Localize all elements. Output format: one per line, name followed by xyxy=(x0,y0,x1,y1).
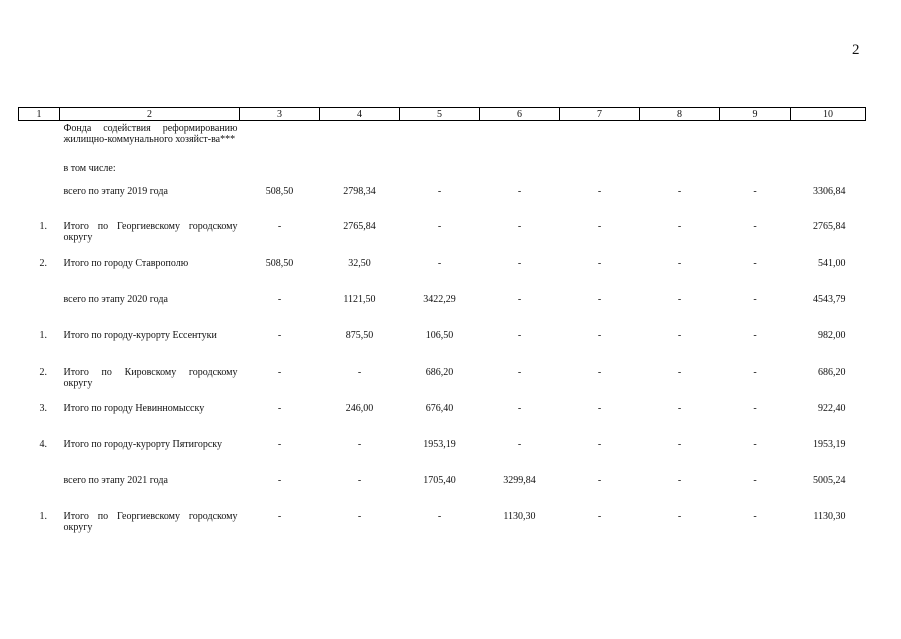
value-cell: - xyxy=(677,438,682,450)
row-name-cell: Итого по городу Ставрополю xyxy=(63,257,189,269)
value-cell xyxy=(400,158,480,181)
total-cell: 922,40 xyxy=(818,402,846,414)
value-cell: - xyxy=(597,220,602,232)
row-index-cell xyxy=(19,158,60,181)
total-cell: 541,00 xyxy=(818,257,846,269)
value-cell: 3422,29 xyxy=(423,293,456,305)
row-name-cell: Итого по Георгиевскому городскому округу xyxy=(63,510,238,533)
value-cell: 246,00 xyxy=(345,402,374,414)
value-cell xyxy=(720,158,791,181)
value-cell xyxy=(640,121,720,158)
value-cell: 676,40 xyxy=(425,402,454,414)
value-cell: - xyxy=(597,185,602,197)
total-cell: 5005,24 xyxy=(813,474,846,486)
value-cell: - xyxy=(597,510,602,522)
value-cell xyxy=(400,121,480,158)
value-cell: - xyxy=(677,185,682,197)
column-header-10: 10 xyxy=(791,108,866,121)
table-body xyxy=(19,121,866,536)
total-cell: 1130,30 xyxy=(813,510,846,522)
row-index-cell: 2. xyxy=(39,366,47,378)
value-cell: - xyxy=(753,474,757,486)
value-cell: - xyxy=(357,366,362,378)
total-cell: 3306,84 xyxy=(813,185,846,197)
value-cell: - xyxy=(677,402,682,414)
value-cell: - xyxy=(517,220,522,232)
value-cell: - xyxy=(277,220,282,232)
data-table-container xyxy=(18,107,865,536)
value-cell: 3299,84 xyxy=(503,474,536,486)
value-cell: - xyxy=(597,329,602,341)
table-row xyxy=(19,253,866,289)
value-cell xyxy=(560,121,640,158)
row-index-cell: 3. xyxy=(39,402,47,414)
table-row xyxy=(19,216,866,253)
row-name-cell: Итого по Георгиевскому городскому округу xyxy=(63,220,238,243)
value-cell: - xyxy=(437,185,442,197)
value-cell: - xyxy=(597,438,602,450)
row-name-cell: Итого по городу Невинномысску xyxy=(63,402,205,414)
value-cell: - xyxy=(517,185,522,197)
value-cell: - xyxy=(517,438,522,450)
value-cell: - xyxy=(677,366,682,378)
table-row xyxy=(19,362,866,398)
table-row xyxy=(19,506,866,536)
value-cell: - xyxy=(597,402,602,414)
value-cell: - xyxy=(753,185,757,197)
value-cell: - xyxy=(753,220,757,232)
value-cell: - xyxy=(357,474,362,486)
value-cell: 1130,30 xyxy=(503,510,536,522)
value-cell xyxy=(480,158,560,181)
value-cell xyxy=(240,121,320,158)
value-cell: - xyxy=(677,257,682,269)
table-row xyxy=(19,470,866,506)
total-cell xyxy=(791,121,866,158)
row-name-cell: всего по этапу 2019 года xyxy=(63,185,168,197)
value-cell: - xyxy=(753,329,757,341)
column-header-2: 2 xyxy=(60,108,240,121)
data-table xyxy=(18,107,866,536)
value-cell: - xyxy=(277,366,282,378)
total-cell: 2765,84 xyxy=(813,220,846,232)
row-index-cell: 4. xyxy=(39,438,47,450)
value-cell: - xyxy=(753,510,757,522)
value-cell xyxy=(240,158,320,181)
row-name-cell: всего по этапу 2021 года xyxy=(63,474,168,486)
row-index-cell: 1. xyxy=(39,510,47,522)
value-cell: - xyxy=(437,510,442,522)
row-index-cell xyxy=(19,289,60,325)
value-cell: - xyxy=(677,220,682,232)
value-cell: - xyxy=(277,402,282,414)
value-cell: - xyxy=(277,510,282,522)
value-cell: 508,50 xyxy=(265,185,294,197)
value-cell: - xyxy=(753,402,757,414)
value-cell: - xyxy=(517,293,522,305)
value-cell: - xyxy=(517,402,522,414)
value-cell: - xyxy=(437,257,442,269)
value-cell: - xyxy=(277,438,282,450)
value-cell: - xyxy=(277,293,282,305)
value-cell: - xyxy=(277,329,282,341)
row-index-cell: 2. xyxy=(39,257,47,269)
row-name-cell: Итого по городу-курорту Пятигорску xyxy=(63,438,223,450)
value-cell: - xyxy=(357,438,362,450)
value-cell: - xyxy=(677,293,682,305)
row-index-cell xyxy=(19,470,60,506)
value-cell: - xyxy=(277,474,282,486)
value-cell xyxy=(320,121,400,158)
table-row xyxy=(19,121,866,158)
value-cell: - xyxy=(677,474,682,486)
row-name-cell: всего по этапу 2020 года xyxy=(63,293,168,305)
row-name-cell: Фонда содействия реформированию жилищно-коммунального хозяйст-ва*** xyxy=(63,123,238,145)
value-cell: - xyxy=(357,510,362,522)
value-cell xyxy=(320,158,400,181)
table-row xyxy=(19,325,866,362)
row-name-cell: Итого по Кировскому городскому округу xyxy=(63,366,238,389)
table-row xyxy=(19,434,866,470)
value-cell: - xyxy=(753,438,757,450)
value-cell: 1953,19 xyxy=(423,438,456,450)
value-cell: - xyxy=(597,257,602,269)
row-index-cell: 1. xyxy=(39,329,47,341)
total-cell: 982,00 xyxy=(818,329,846,341)
value-cell: - xyxy=(597,293,602,305)
value-cell: 686,20 xyxy=(425,366,454,378)
value-cell: - xyxy=(753,366,757,378)
value-cell: 1121,50 xyxy=(343,293,376,305)
value-cell: 106,50 xyxy=(425,329,454,341)
value-cell: 1705,40 xyxy=(423,474,456,486)
row-index-cell xyxy=(19,181,60,216)
total-cell: 1953,19 xyxy=(813,438,846,450)
table-row xyxy=(19,181,866,216)
column-header-3: 3 xyxy=(240,108,320,121)
value-cell: - xyxy=(753,257,757,269)
value-cell xyxy=(560,158,640,181)
table-header-row xyxy=(19,108,866,121)
page-number: 2 xyxy=(852,42,860,58)
column-header-4: 4 xyxy=(320,108,400,121)
total-cell: 4543,79 xyxy=(813,293,846,305)
value-cell: - xyxy=(597,474,602,486)
table-row xyxy=(19,158,866,181)
table-row xyxy=(19,289,866,325)
value-cell xyxy=(720,121,791,158)
column-header-5: 5 xyxy=(400,108,480,121)
value-cell: - xyxy=(753,293,757,305)
value-cell: 2765,84 xyxy=(343,220,376,232)
row-name-cell: в том числе: xyxy=(63,162,116,174)
value-cell: - xyxy=(437,220,442,232)
value-cell: - xyxy=(517,257,522,269)
value-cell: - xyxy=(597,366,602,378)
column-header-6: 6 xyxy=(480,108,560,121)
value-cell: - xyxy=(677,329,682,341)
value-cell xyxy=(480,121,560,158)
column-header-1: 1 xyxy=(19,108,60,121)
value-cell: - xyxy=(677,510,682,522)
value-cell xyxy=(640,158,720,181)
row-index-cell: 1. xyxy=(39,220,47,232)
column-header-7: 7 xyxy=(560,108,640,121)
total-cell xyxy=(791,158,866,181)
value-cell: 32,50 xyxy=(348,257,371,269)
value-cell: 508,50 xyxy=(265,257,294,269)
total-cell: 686,20 xyxy=(818,366,846,378)
value-cell: 875,50 xyxy=(345,329,374,341)
row-name-cell: Итого по городу-курорту Ессентуки xyxy=(63,329,217,341)
column-header-9: 9 xyxy=(720,108,791,121)
table-row xyxy=(19,398,866,434)
column-header-8: 8 xyxy=(640,108,720,121)
value-cell: 2798,34 xyxy=(343,185,376,197)
value-cell: - xyxy=(517,366,522,378)
value-cell: - xyxy=(517,329,522,341)
row-index-cell xyxy=(19,121,60,158)
